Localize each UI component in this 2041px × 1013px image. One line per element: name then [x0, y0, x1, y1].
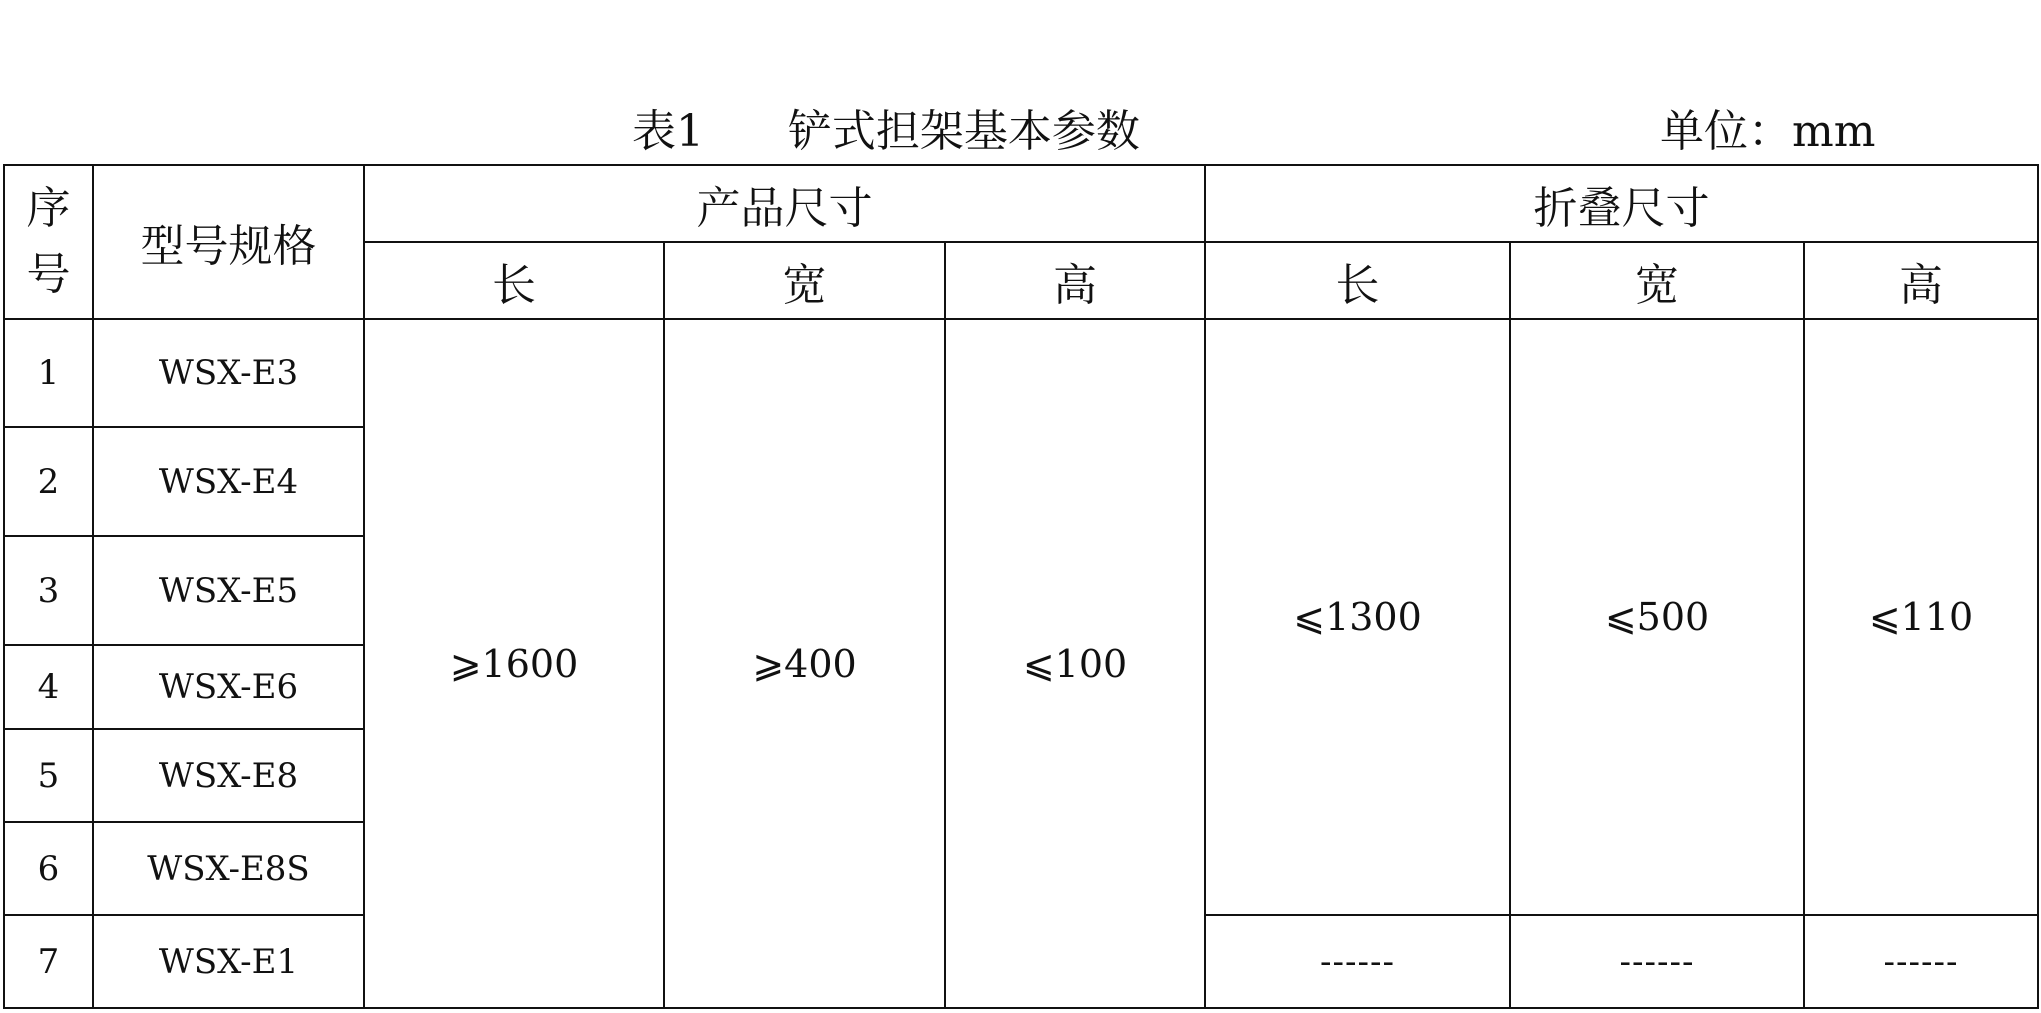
row-model: WSX-E4: [93, 427, 364, 536]
header-folded-length: 长: [1205, 242, 1510, 319]
row-model: WSX-E5: [93, 536, 364, 645]
row-index: 5: [4, 729, 93, 822]
folded-length-empty: ------: [1205, 915, 1510, 1008]
product-length-value: ⩾1600: [364, 319, 664, 1008]
header-row-1: [4, 165, 2038, 242]
folded-height-value: ⩽110: [1804, 319, 2038, 915]
header-product-size: 产品尺寸: [364, 165, 1205, 242]
header-seq: [4, 165, 93, 319]
folded-height-empty: ------: [1804, 915, 2038, 1008]
header-folded-size: 折叠尺寸: [1205, 165, 2038, 242]
folded-length-value: ⩽1300: [1205, 319, 1510, 915]
table-row: [4, 319, 2038, 427]
row-index: 1: [4, 319, 93, 427]
row-index: 4: [4, 645, 93, 729]
table-caption-unit: 单位：mm: [1660, 106, 1876, 157]
header-folded-height: 高: [1804, 242, 2038, 319]
header-model: 型号规格: [93, 165, 364, 319]
row-index: 3: [4, 536, 93, 645]
row-model: WSX-E6: [93, 645, 364, 729]
header-product-height: 高: [945, 242, 1205, 319]
product-width-value: ⩾400: [664, 319, 945, 1008]
row-index: 6: [4, 822, 93, 915]
folded-width-empty: ------: [1510, 915, 1804, 1008]
parameter-table: [3, 164, 2039, 1009]
row-model: WSX-E3: [93, 319, 364, 427]
header-product-width: 宽: [664, 242, 945, 319]
header-seq-label: 序号: [26, 183, 71, 300]
row-index: 7: [4, 915, 93, 1008]
row-model: WSX-E8S: [93, 822, 364, 915]
row-model: WSX-E1: [93, 915, 364, 1008]
header-folded-width: 宽: [1510, 242, 1804, 319]
table-caption-title: 表1 铲式担架基本参数: [632, 106, 1140, 157]
header-product-length: 长: [364, 242, 664, 319]
row-index: 2: [4, 427, 93, 536]
product-height-value: ⩽100: [945, 319, 1205, 1008]
folded-width-value: ⩽500: [1510, 319, 1804, 915]
row-model: WSX-E8: [93, 729, 364, 822]
